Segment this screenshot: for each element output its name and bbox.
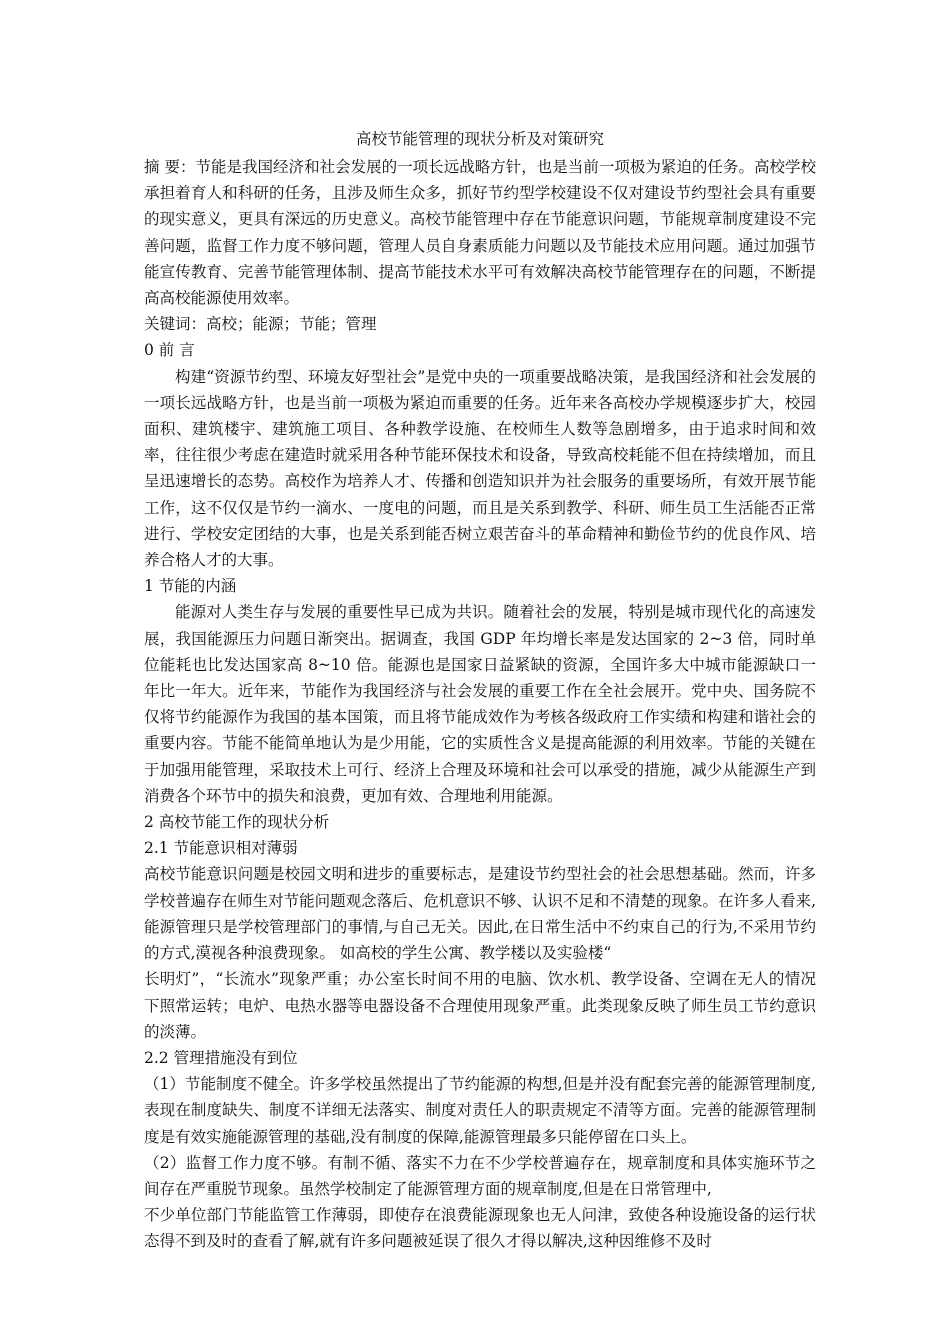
section-2-1-paragraph-continued: 长明灯”，“长流水”现象严重；办公室长时间不用的电脑、饮水机、教学设备、空调在无人的情况下照常运转；电炉、电热水器等电器设备不合理使用现象严重。此类现象反映了师生员工节约意识的淡薄。 bbox=[144, 970, 816, 1041]
section-1-heading: 1 节能的内涵 bbox=[144, 577, 237, 596]
section-0-heading: 0 前 言 bbox=[144, 341, 195, 360]
section-2-2-item-1: （1）节能制度不健全。许多学校虽然提出了节约能源的构想,但是并没有配套完善的能源管理制度,表现在制度缺失、制度不详细无法落实、制度对责任人的职责规定不清等方面。完善的能源管理制度是有效实施能源管理的基础,没有制度的保障,能源管理最多只能停留在口头上。 bbox=[144, 1075, 816, 1146]
section-2-2-item-2-continued: 不少单位部门节能监管工作薄弱，即使存在浪费能源现象也无人问津，致使各种设施设备的运行状态得不到及时的查看了解,就有许多问题被延误了很久才得以解决,这种因维修不及时 bbox=[144, 1206, 816, 1251]
section-2-2-heading: 2.2 管理措施没有到位 bbox=[144, 1048, 298, 1067]
section-2-1-heading: 2.1 节能意识相对薄弱 bbox=[144, 839, 298, 858]
document-page bbox=[144, 120, 816, 1255]
section-2-2-item-2: （2）监督工作力度不够。有制不循、落实不力在不少学校普遍存在，规章制度和具体实施环节之间存在严重脱节现象。虽然学校制定了能源管理方面的规章制度,但是在日常管理中, bbox=[144, 1153, 816, 1198]
section-2-1-paragraph: 高校节能意识问题是校园文明和进步的重要标志，是建设节约型社会的社会思想基础。然而，许多学校普遍存在师生对节能问题观念落后、危机意识不够、认识不足和不清楚的现象。在许多人看来,能源管理只是学校管理部门的事情,与自己无关。因此,在日常生活中不约束自己的行为,不采用节约的方式,漠视各种浪费现象。 如高校的学生公寓、教学楼以及实验楼“ bbox=[144, 865, 816, 963]
keywords: 关键词：高校；能源；节能；管理 bbox=[144, 315, 377, 334]
section-1-paragraph: 能源对人类生存与发展的重要性早已成为共识。随着社会的发展，特别是城市现代化的高速发展，我国能源压力问题日渐突出。据调查，我国 GDP 年均增长率是发达国家的 2~3 倍，同时单位能耗也比发达国家高 8~10 倍。能源也是国家日益紧缺的资源，全国许多大中城市能源缺口一年比一年大。近年来，节能作为我国经济与社会发展的重要工作在全社会展开。党中央、国务院不仅将节约能源作为我国的基本国策，而且将节能成效作为考核各级政府工作实绩和构建和谐社会的重要内容。节能不能简单地认为是少用能，它的实质性含义是提高能源的利用效率。节能的关键在于加强用能管理，采取技术上可行、经济上合理及环境和社会可以承受的措施，减少从能源生产到消费各个环节中的损失和浪费，更加有效、合理地利用能源。 bbox=[144, 603, 816, 805]
abstract: 摘 要：节能是我国经济和社会发展的一项长远战略方针，也是当前一项极为紧迫的任务。高校学校承担着育人和科研的任务，且涉及师生众多，抓好节约型学校建设不仅对建设节约型社会具有重要的现实意义，更具有深远的历史意义。高校节能管理中存在节能意识问题，节能规章制度建设不完善问题，监督工作力度不够问题，管理人员自身素质能力问题以及节能技术应用问题。通过加强节能宣传教育、完善节能管理体制、提高节能技术水平可有效解决高校节能管理存在的问题，不断提高高校能源使用效率。 bbox=[144, 158, 816, 308]
section-0-paragraph: 构建“资源节约型、环境友好型社会”是党中央的一项重要战略决策，是我国经济和社会发展的一项长远战略方针，也是当前一项极为紧迫而重要的任务。近年来各高校办学规模逐步扩大，校园面积、建筑楼宇、建筑施工项目、各种教学设施、在校师生人数等急剧增多，由于追求时间和效率，往往很少考虑在建造时就采用各种节能环保技术和设备，导致高校耗能不但在持续增加，而且呈迅速增长的态势。高校作为培养人才、传播和创造知识并为社会服务的重要场所，有效开展节能工作，这不仅仅是节约一滴水、一度电的问题，而且是关系到教学、科研、师生员工生活能否正常进行、学校安定团结的大事，也是关系到能否树立艰苦奋斗的革命精神和勤俭节约的优良作风、培养合格人才的大事。 bbox=[144, 367, 816, 570]
document-title: 高校节能管理的现状分析及对策研究 bbox=[355, 130, 604, 148]
section-2-heading: 2 高校节能工作的现状分析 bbox=[144, 813, 330, 832]
